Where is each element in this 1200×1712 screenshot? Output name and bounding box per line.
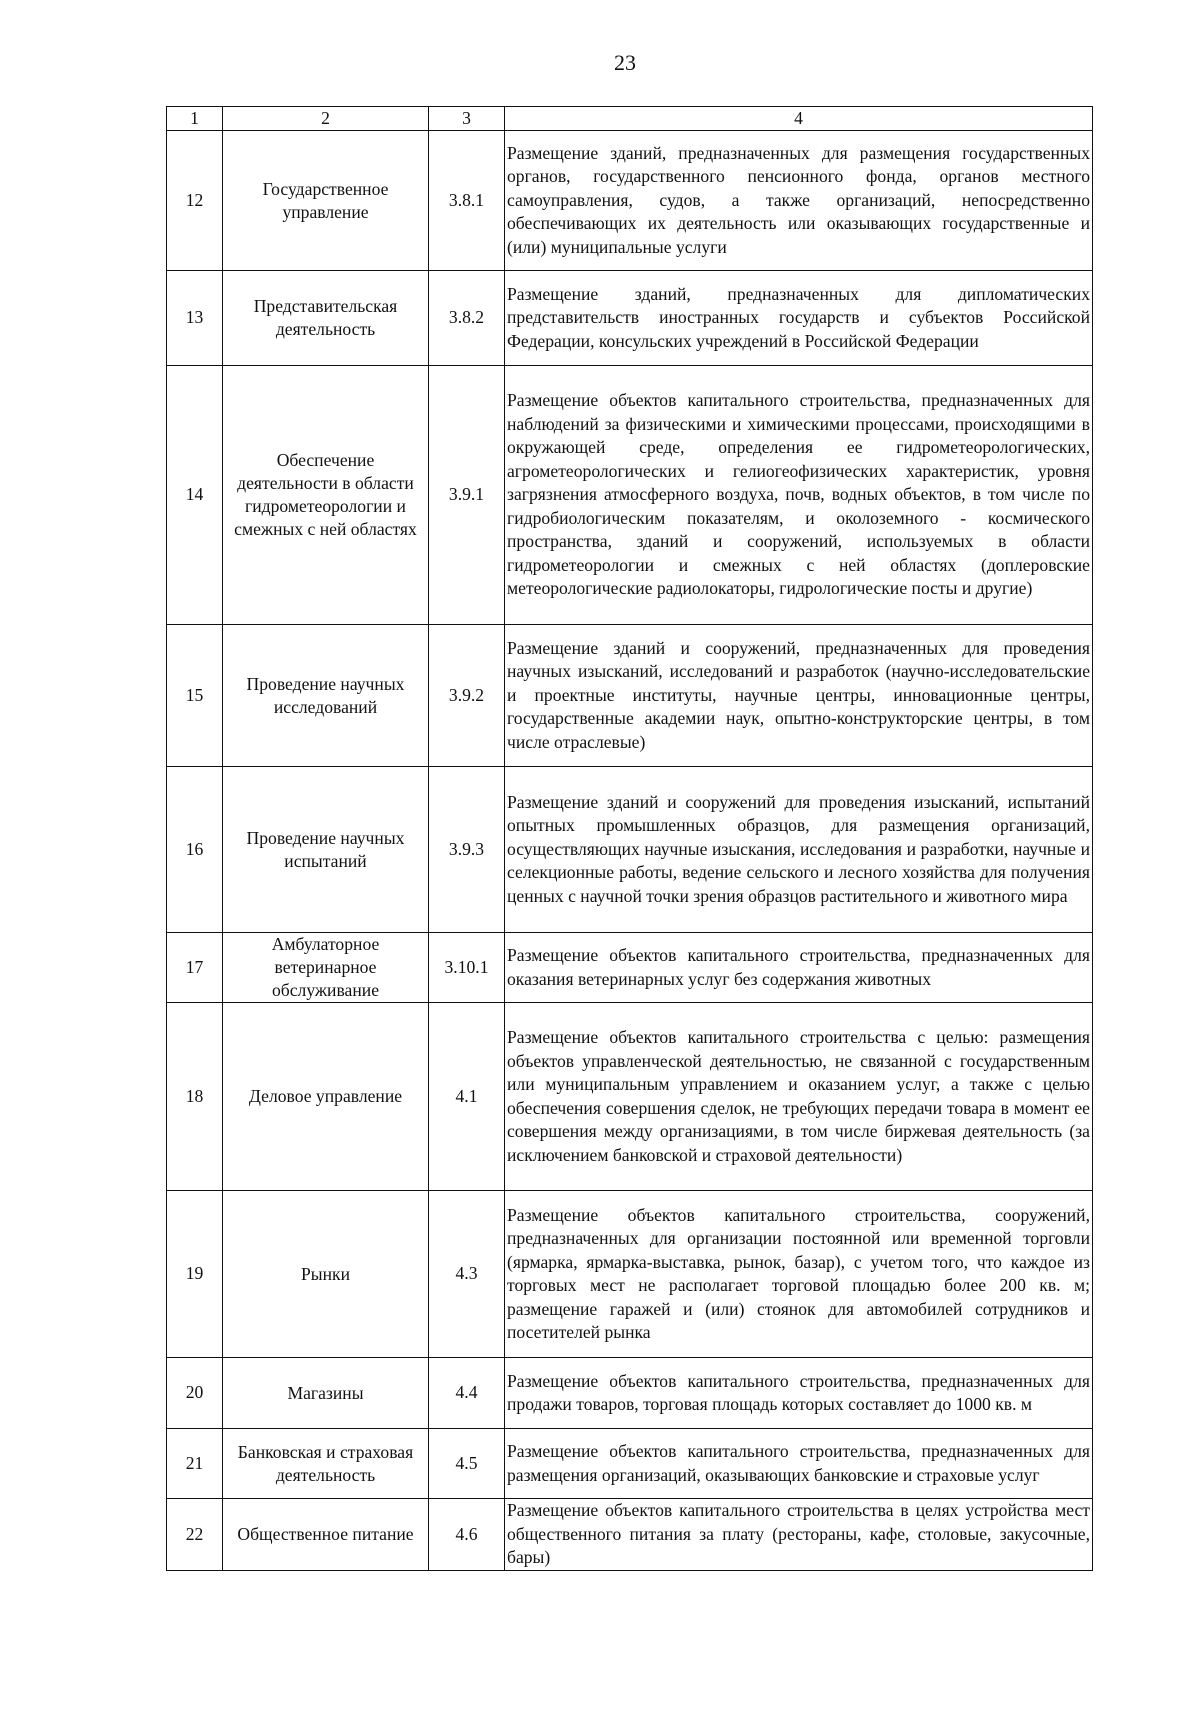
- table-row: [167, 366, 1093, 625]
- row-description: Размещение объектов капитального строительства, предназначенных для продажи товаров, торговая площадь которых составляет до 1000 кв. м: [505, 1358, 1093, 1429]
- row-name: Банковская и страховая деятельность: [223, 1429, 429, 1499]
- row-description: Размещение зданий, предназначенных для дипломатических представительств иностранных государств и субъектов Российской Федерации, консульских учреждений в Российской Федерации: [505, 271, 1093, 366]
- table-header-row: [167, 107, 1093, 131]
- row-code: 3.8.2: [429, 271, 505, 366]
- row-name: Государственное управление: [223, 131, 429, 271]
- row-number: 15: [167, 625, 223, 767]
- row-number: 17: [167, 933, 223, 1003]
- row-description: Размещение объектов капитального строительства в целях устройства мест общественного питания за плату (рестораны, кафе, столовые, закусочные, бары): [505, 1499, 1093, 1571]
- column-header: 1: [167, 107, 223, 131]
- row-description: Размещение объектов капитального строительства, предназначенных для оказания ветеринарных услуг без содержания животных: [505, 933, 1093, 1003]
- table-row: [167, 1429, 1093, 1499]
- row-number: 20: [167, 1358, 223, 1429]
- row-code: 3.8.1: [429, 131, 505, 271]
- row-code: 4.4: [429, 1358, 505, 1429]
- table-row: [167, 1191, 1093, 1358]
- column-header: 4: [505, 107, 1093, 131]
- row-number: 22: [167, 1499, 223, 1571]
- row-code: 4.3: [429, 1191, 505, 1358]
- table-row: [167, 767, 1093, 933]
- row-number: 16: [167, 767, 223, 933]
- row-code: 3.9.1: [429, 366, 505, 625]
- row-code: 4.6: [429, 1499, 505, 1571]
- row-name: Амбулаторное ветеринарное обслуживание: [223, 933, 429, 1003]
- table-row: [167, 1499, 1093, 1571]
- table-row: [167, 1003, 1093, 1191]
- row-name: Проведение научных исследований: [223, 625, 429, 767]
- row-description: Размещение объектов капитального строительства, сооружений, предназначенных для организации постоянной или временной торговли (ярмарка, ярмарка-выставка, рынок, базар), с учетом того, что каждое из торговых мест не располагает торговой площадью более 200 кв. м; размещение гаражей и (или) стоянок для автомобилей сотрудников и посетителей рынка: [505, 1191, 1093, 1358]
- table-row: [167, 933, 1093, 1003]
- row-description: Размещение зданий, предназначенных для размещения государственных органов, государственного пенсионного фонда, органов местного самоуправления, судов, а также организаций, непосредственно обеспечивающих их деятельность или оказывающих государственные и (или) муниципальные услуги: [505, 131, 1093, 271]
- row-name: Обеспечение деятельности в области гидрометеорологии и смежных с ней областях: [223, 366, 429, 625]
- row-number: 13: [167, 271, 223, 366]
- land-use-table: [166, 106, 1093, 1571]
- row-code: 3.10.1: [429, 933, 505, 1003]
- row-code: 4.5: [429, 1429, 505, 1499]
- row-description: Размещение зданий и сооружений для проведения изысканий, испытаний опытных промышленных образцов, для размещения организаций, осуществляющих научные изыскания, исследования и разработки, научные и селекционные работы, ведение сельского и лесного хозяйства для получения ценных с научной точки зрения образцов растительного и животного мира: [505, 767, 1093, 933]
- row-code: 4.1: [429, 1003, 505, 1191]
- column-header: 2: [223, 107, 429, 131]
- row-description: Размещение объектов капитального строительства, предназначенных для размещения организаций, оказывающих банковские и страховые услуг: [505, 1429, 1093, 1499]
- row-number: 14: [167, 366, 223, 625]
- table-row: [167, 131, 1093, 271]
- row-name: Магазины: [223, 1358, 429, 1429]
- row-name: Деловое управление: [223, 1003, 429, 1191]
- row-description: Размещение объектов капитального строительства с целью: размещения объектов управленческой деятельностью, не связанной с государственным или муниципальным управлением и оказанием услуг, а также с целью обеспечения совершения сделок, не требующих передачи товара в момент ее совершения между организациями, в том числе биржевая деятельность (за исключением банковской и страховой деятельности): [505, 1003, 1093, 1191]
- table-row: [167, 625, 1093, 767]
- table-row: [167, 271, 1093, 366]
- page-number: 23: [614, 50, 636, 75]
- row-description: Размещение зданий и сооружений, предназначенных для проведения научных изысканий, исследований и разработок (научно-исследовательские и проектные институты, научные центры, инновационные центры, государственные академии наук, опытно-конструкторские центры, в том числе отраслевые): [505, 625, 1093, 767]
- column-header: 3: [429, 107, 505, 131]
- row-number: 21: [167, 1429, 223, 1499]
- row-number: 12: [167, 131, 223, 271]
- row-name: Представительская деятельность: [223, 271, 429, 366]
- row-description: Размещение объектов капитального строительства, предназначенных для наблюдений за физическими и химическими процессами, происходящими в окружающей среде, определения ее гидрометеорологических, агрометеорологических и гелиогеофизических характеристик, уровня загрязнения атмосферного воздуха, почв, водных объектов, в том числе по гидробиологическим показателям, и околоземного - космического пространства, зданий и сооружений, используемых в области гидрометеорологии и смежных с ней областях (доплеровские метеорологические радиолокаторы, гидрологические посты и другие): [505, 366, 1093, 625]
- table-row: [167, 1358, 1093, 1429]
- row-number: 18: [167, 1003, 223, 1191]
- row-name: Рынки: [223, 1191, 429, 1358]
- row-number: 19: [167, 1191, 223, 1358]
- row-name: Проведение научных испытаний: [223, 767, 429, 933]
- row-code: 3.9.3: [429, 767, 505, 933]
- row-code: 3.9.2: [429, 625, 505, 767]
- row-name: Общественное питание: [223, 1499, 429, 1571]
